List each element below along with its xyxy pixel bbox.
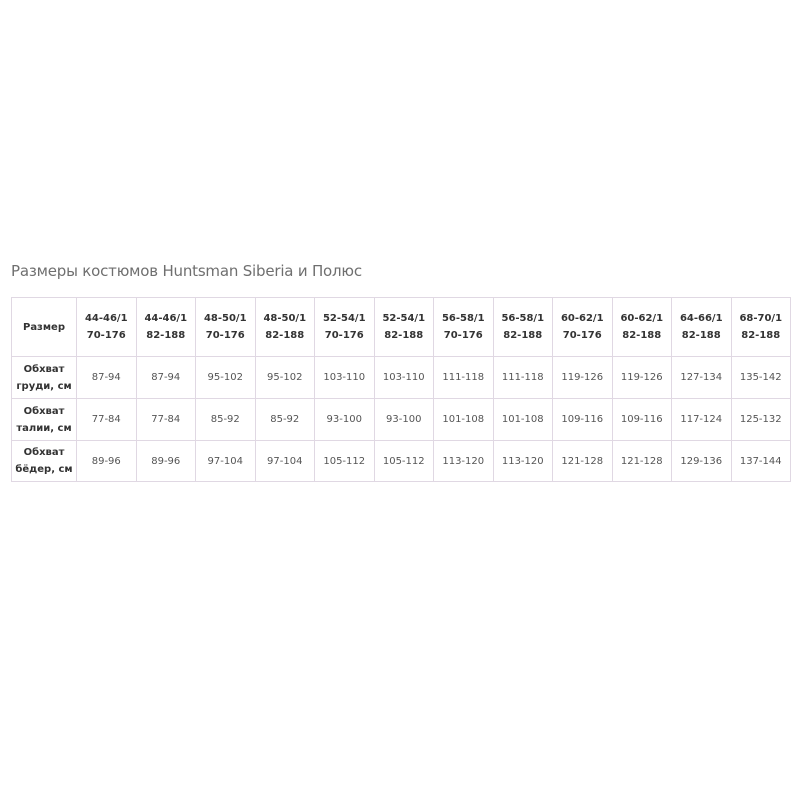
size-header-label: 60-62/182-188 <box>620 313 664 341</box>
table-cell: 85-92 <box>196 399 256 441</box>
size-table <box>11 297 791 482</box>
table-cell: 77-84 <box>77 399 137 441</box>
size-header-label: 48-50/170-176 <box>203 313 247 341</box>
table-cell: 97-104 <box>255 441 315 482</box>
table-cell: 89-96 <box>136 441 196 482</box>
table-cell: 97-104 <box>196 441 256 482</box>
table-cell: 111-118 <box>434 357 494 399</box>
row-label: Обхват талии, см <box>16 405 72 434</box>
table-cell: 95-102 <box>255 357 315 399</box>
size-header-label: 52-54/170-176 <box>322 313 366 341</box>
size-header-label: 68-70/182-188 <box>739 313 783 341</box>
table-cell: 101-108 <box>493 399 553 441</box>
table-cell: 101-108 <box>434 399 494 441</box>
table-cell: 109-116 <box>553 399 613 441</box>
corner-header-cell <box>12 298 77 357</box>
table-cell: 105-112 <box>374 441 434 482</box>
table-cell: 121-128 <box>612 441 672 482</box>
size-header-cell <box>196 298 256 357</box>
table-cell: 111-118 <box>493 357 553 399</box>
table-cell: 113-120 <box>434 441 494 482</box>
size-header-label: 64-66/182-188 <box>679 313 723 341</box>
table-cell: 77-84 <box>136 399 196 441</box>
table-cell: 127-134 <box>672 357 732 399</box>
table-cell: 87-94 <box>136 357 196 399</box>
size-header-cell <box>77 298 137 357</box>
table-cell: 119-126 <box>612 357 672 399</box>
header-row <box>12 298 791 357</box>
table-cell: 125-132 <box>731 399 791 441</box>
table-cell: 117-124 <box>672 399 732 441</box>
size-header-cell <box>731 298 791 357</box>
table-cell: 95-102 <box>196 357 256 399</box>
table-cell: 113-120 <box>493 441 553 482</box>
table-cell: 93-100 <box>374 399 434 441</box>
table-cell: 135-142 <box>731 357 791 399</box>
row-label-cell <box>12 357 77 399</box>
table-cell: 109-116 <box>612 399 672 441</box>
row-label: Обхват бёдер, см <box>15 447 73 475</box>
table-cell: 129-136 <box>672 441 732 482</box>
size-header-cell <box>136 298 196 357</box>
size-header-cell <box>315 298 375 357</box>
size-header-cell <box>672 298 732 357</box>
size-header-cell <box>434 298 494 357</box>
table-cell: 89-96 <box>77 441 137 482</box>
table-cell: 121-128 <box>553 441 613 482</box>
table-row <box>12 357 791 399</box>
size-header-label: 48-50/182-188 <box>263 313 307 341</box>
size-header-label: 56-58/182-188 <box>501 313 545 341</box>
size-header-label: 60-62/170-176 <box>560 313 604 341</box>
table-row <box>12 399 791 441</box>
table-cell: 93-100 <box>315 399 375 441</box>
table-cell: 137-144 <box>731 441 791 482</box>
size-header-cell <box>255 298 315 357</box>
size-header-cell <box>612 298 672 357</box>
table-cell: 105-112 <box>315 441 375 482</box>
row-label: Обхват груди, см <box>16 363 72 392</box>
size-header-cell <box>374 298 434 357</box>
row-label-cell <box>12 399 77 441</box>
size-header-cell <box>553 298 613 357</box>
row-label-cell <box>12 441 77 482</box>
corner-header-label: Размер <box>22 321 65 333</box>
size-header-label: 44-46/170-176 <box>84 313 128 341</box>
size-header-label: 44-46/182-188 <box>144 313 188 341</box>
table-cell: 103-110 <box>315 357 375 399</box>
table-cell: 103-110 <box>374 357 434 399</box>
size-header-cell <box>493 298 553 357</box>
table-cell: 85-92 <box>255 399 315 441</box>
page-title: Размеры костюмов Huntsman Siberia и Полюс <box>11 262 362 280</box>
size-header-label: 52-54/182-188 <box>382 313 426 341</box>
table-cell: 87-94 <box>77 357 137 399</box>
table-row <box>12 441 791 482</box>
table-cell: 119-126 <box>553 357 613 399</box>
size-header-label: 56-58/170-176 <box>441 313 485 341</box>
